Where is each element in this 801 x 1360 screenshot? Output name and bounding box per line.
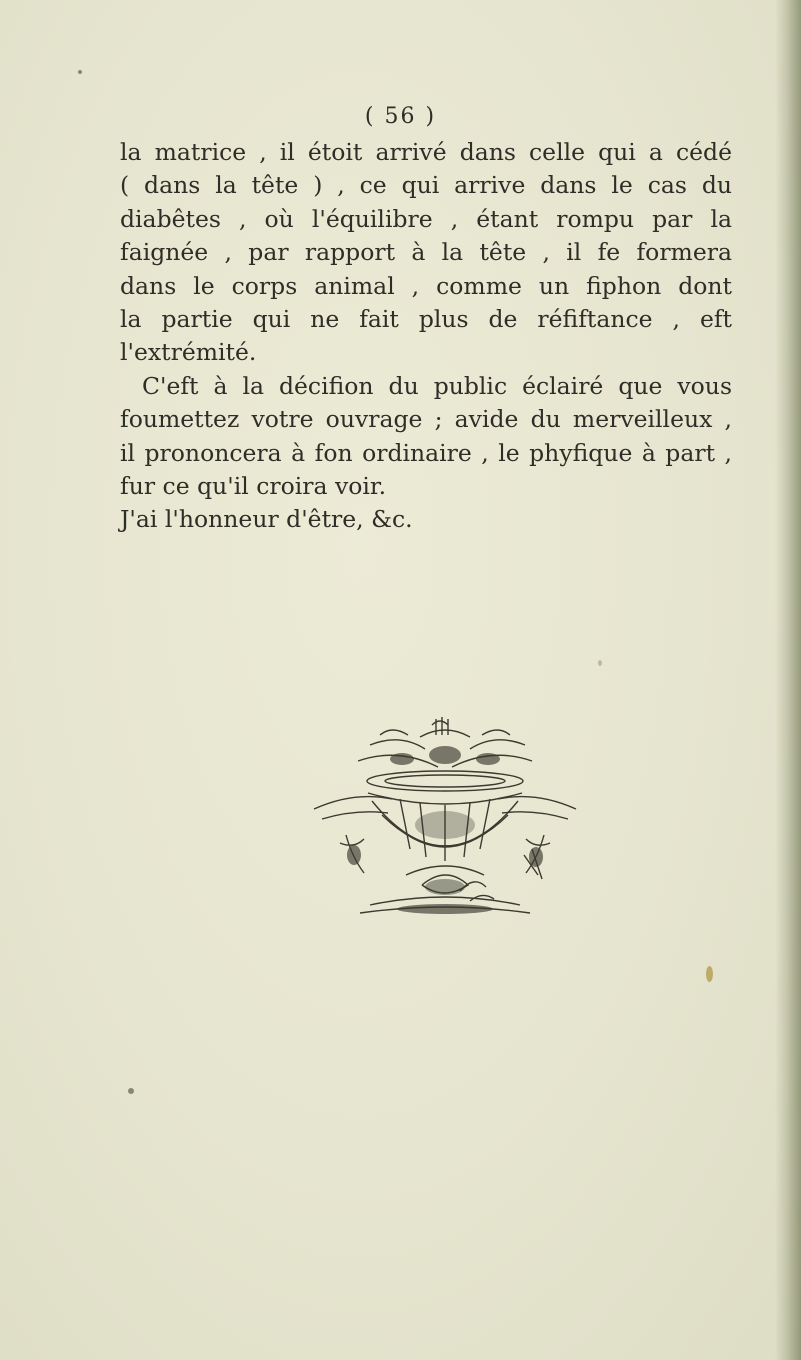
body-text [120,136,732,537]
text-line: diabêtes , où l'équilibre , étant rompu par la [120,204,732,233]
text-line: dans le corps animal , comme un fiphon dont [120,271,732,300]
closing-line: J'ai l'honneur d'être, &c. [120,505,413,534]
text-line: ( dans la tête ) , ce qui arrive dans le cas du [120,171,732,200]
text-line: l'extrémité. [120,338,257,367]
text-line: la partie qui ne fait plus de réfiftance , eft [120,304,732,333]
page-edge-shadow [775,0,801,1360]
text-line: il prononcera à fon ordinaire , le phyfique à part , [120,438,732,467]
page-number: ( 56 ) [364,104,437,129]
paper-speck [128,1088,134,1094]
paper-speck [598,660,602,666]
text-line: foumettez votre ouvrage ; avide du merveilleux , [120,405,732,434]
paper-speck [78,70,82,74]
text-line: faignée , par rapport à la tête , il fe formera [120,238,732,267]
floral-basket-vignette-icon [310,715,580,930]
text-line: C'eft à la décifion du public éclairé que vous [142,371,732,400]
paper-stain [706,966,713,982]
text-line: fur ce qu'il croira voir. [120,471,387,500]
text-line: la matrice , il étoit arrivé dans celle qui a cédé [120,138,732,166]
